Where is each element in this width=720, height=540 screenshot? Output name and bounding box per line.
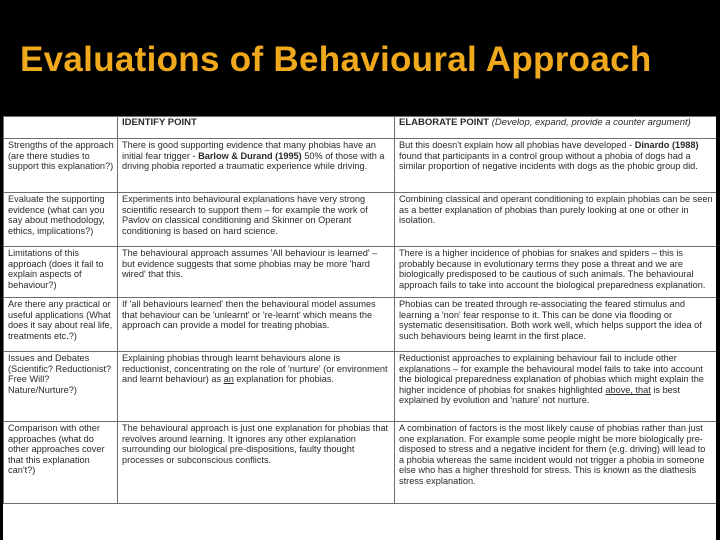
identify-text-cont: 50% of those with a driving phobia reported a traumatic experience while driving. [122, 150, 385, 172]
elaborate-cell [395, 352, 717, 422]
table-row-limitations [4, 247, 717, 298]
question-cell: Are there any practical or useful applications (What does it say about real life, treatments etc.?) [4, 298, 118, 352]
table-row-evaluate-evidence [4, 193, 717, 247]
question-cell: Issues and Debates (Scientific? Reductionist? Free Will? Nature/Nurture?) [4, 352, 118, 422]
header-blank-cell [4, 117, 118, 139]
question-cell: Evaluate the supporting evidence (what can you say about methodology, ethics, implications?) [4, 193, 118, 247]
header-identify-point: IDENTIFY POINT [118, 117, 395, 139]
elaborate-cell: There is a higher incidence of phobias for snakes and spiders – this is probably because in evolutionary terms they pose a threat and we are biologically predisposed to be cautious of such animals. The behavioural approach fails to take into account the biological preparedness explanation. [395, 247, 717, 298]
evaluation-table [3, 116, 716, 504]
identify-text-cont: explanation for phobias. [233, 374, 334, 385]
identify-cell [118, 139, 395, 193]
citation: Dinardo (1988) [634, 140, 699, 150]
header-row [4, 117, 717, 139]
evaluation-document [3, 116, 716, 540]
elaborate-text: But this doesn't explain how all phobias have developed - [399, 140, 635, 150]
question-cell: Limitations of this approach (does it fail to explain aspects of behaviour?) [4, 247, 118, 298]
elaborate-text-cont: is best explained by evolution and 'nature' not nurture. [399, 384, 680, 406]
table-row-comparison [4, 422, 717, 504]
header-elaborate-point [395, 117, 717, 139]
identify-cell [118, 352, 395, 422]
identify-cell: The behavioural approach is just one explanation for phobias that revolves around learning. It ignores any other explanation surrounding our biological pre-dispositions, faulty thought processes or subconscious conflicts. [118, 422, 395, 504]
elaborate-cell: A combination of factors is the most likely cause of phobias rather than just one explanation. For example some people might be more biologically pre-disposed to stress and a negative incident for them (e.g. driving) will lead to a phobia whereas the same incident would not trigger a phobia in someone else who has a higher threshold for stress. This is known as the diathesis stress explanation. [395, 422, 717, 504]
identify-cell: If 'all behaviours learned' then the behavioural model assumes that behaviour can be 'unlearnt' or 're-learnt' which means the approach can provide a model for treating phobias. [118, 298, 395, 352]
elaborate-text: Reductionist approaches to explaining behaviour fail to include other explanations – for example the behavioural model fails to take into account the biological preparedness explanation of phobias which might explain the higher incidence of phobias for snakes highlighted [399, 353, 704, 395]
question-cell: Strengths of the approach (are there studies to support this explanation?) [4, 139, 118, 193]
header-elaborate-subtitle: (Develop, expand, provide a counter argument) [491, 117, 691, 128]
question-cell: Comparison with other approaches (what do other approaches cover that this explanation can't?) [4, 422, 118, 504]
identify-cell: Experiments into behavioural explanations have very strong scientific research to support them – for example the work of Pavlov on classical conditioning and Skinner on Operant conditioning is based on hard science. [118, 193, 395, 247]
elaborate-text-cont: found that participants in a control group without a phobia of dogs had a similar proportion of negative incidents with dogs as the phobic group did. [399, 150, 698, 172]
identify-cell: The behavioural approach assumes 'All behaviour is learned' – but evidence suggests that some phobias may be more 'hard wired' that this. [118, 247, 395, 298]
underlined-text: above, that [605, 384, 651, 395]
header-elaborate-title: ELABORATE POINT [399, 117, 490, 128]
identify-text: Explaining phobias through learnt behaviours alone is reductionist, concentrating on the role of 'nurture' (or environment and learnt behaviour) as [122, 353, 388, 385]
slide-title: Evaluations of Behavioural Approach [20, 40, 652, 79]
citation: Barlow & Durand (1995) [198, 150, 302, 161]
underlined-text: an [223, 374, 234, 385]
elaborate-cell [395, 139, 717, 193]
table-row-applications [4, 298, 717, 352]
elaborate-cell: Combining classical and operant conditioning to explain phobias can be seen as a better explanation of phobias than purely looking at one or other in isolation. [395, 193, 717, 247]
elaborate-cell: Phobias can be treated through re-associating the feared stimulus and learning a 'non' fear response to it. This can be done via flooding or systematic desensitisation. Both work well, which helps support the idea of such behaviours being learnt in the first place. [395, 298, 717, 352]
table-row-strengths [4, 139, 717, 193]
identify-text: There is good supporting evidence that many phobias have an initial fear trigger - [122, 140, 376, 161]
table-row-issues-debates [4, 352, 717, 422]
